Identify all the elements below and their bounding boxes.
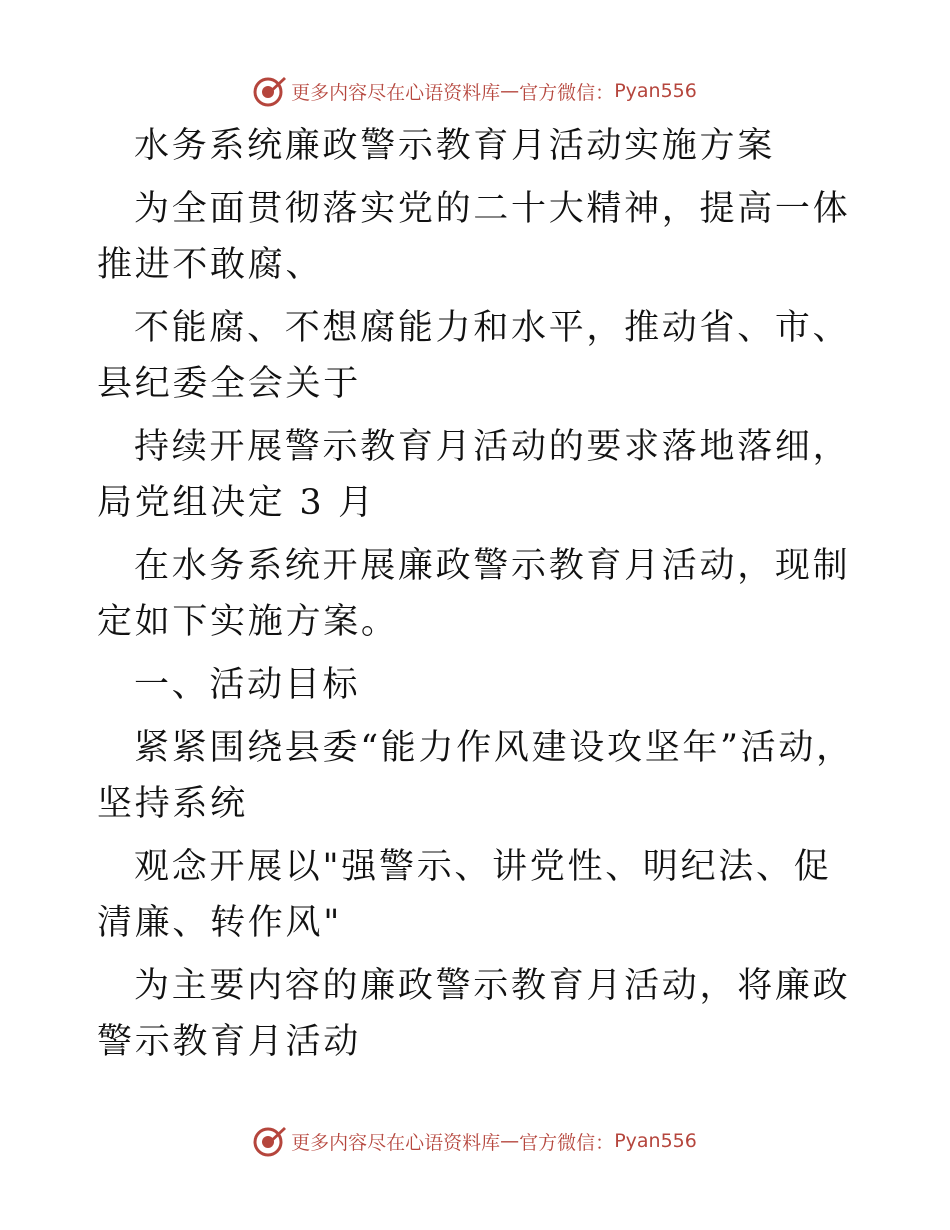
document-body bbox=[97, 118, 857, 1077]
watermark-contact-label: 官方微信： bbox=[519, 81, 615, 104]
paragraph-2: 不能腐、不想腐能力和水平，推动省、市、县纪委全会关于 bbox=[97, 308, 851, 404]
watermark-separator: — bbox=[500, 80, 520, 102]
section-heading-1: 一、活动目标 bbox=[134, 665, 361, 705]
paragraph-3: 持续开展警示教育月活动的要求落地落细，局党组决定 3 月 bbox=[97, 427, 851, 523]
paragraph-1: 为全面贯彻落实党的二十大精神，提高一体推进不敢腐、 bbox=[97, 189, 851, 285]
header-watermark bbox=[0, 74, 950, 108]
quill-seal-logo-icon bbox=[253, 1124, 287, 1158]
paragraph-6: 观念开展以"强警示、讲党性、明纪法、促清廉、转作风" bbox=[97, 847, 832, 943]
paragraph-5: 紧紧围绕县委“能力作风建设攻坚年”活动，坚持系统 bbox=[97, 728, 854, 824]
watermark-separator: — bbox=[500, 1130, 520, 1152]
paragraph-4: 在水务系统开展廉政警示教育月活动，现制定如下实施方案。 bbox=[97, 546, 851, 642]
watermark-contact-label: 官方微信： bbox=[519, 1131, 615, 1154]
watermark-text: 更多内容尽在心语资料库 bbox=[291, 1131, 501, 1154]
footer-watermark bbox=[0, 1124, 950, 1158]
quill-seal-logo-icon bbox=[253, 74, 287, 108]
watermark-contact-id: Pyan556 bbox=[614, 80, 697, 102]
document-title: 水务系统廉政警示教育月活动实施方案 bbox=[134, 126, 775, 166]
watermark-contact-id: Pyan556 bbox=[614, 1130, 697, 1152]
paragraph-7: 为主要内容的廉政警示教育月活动，将廉政警示教育月活动 bbox=[97, 966, 851, 1062]
watermark-text: 更多内容尽在心语资料库 bbox=[291, 81, 501, 104]
